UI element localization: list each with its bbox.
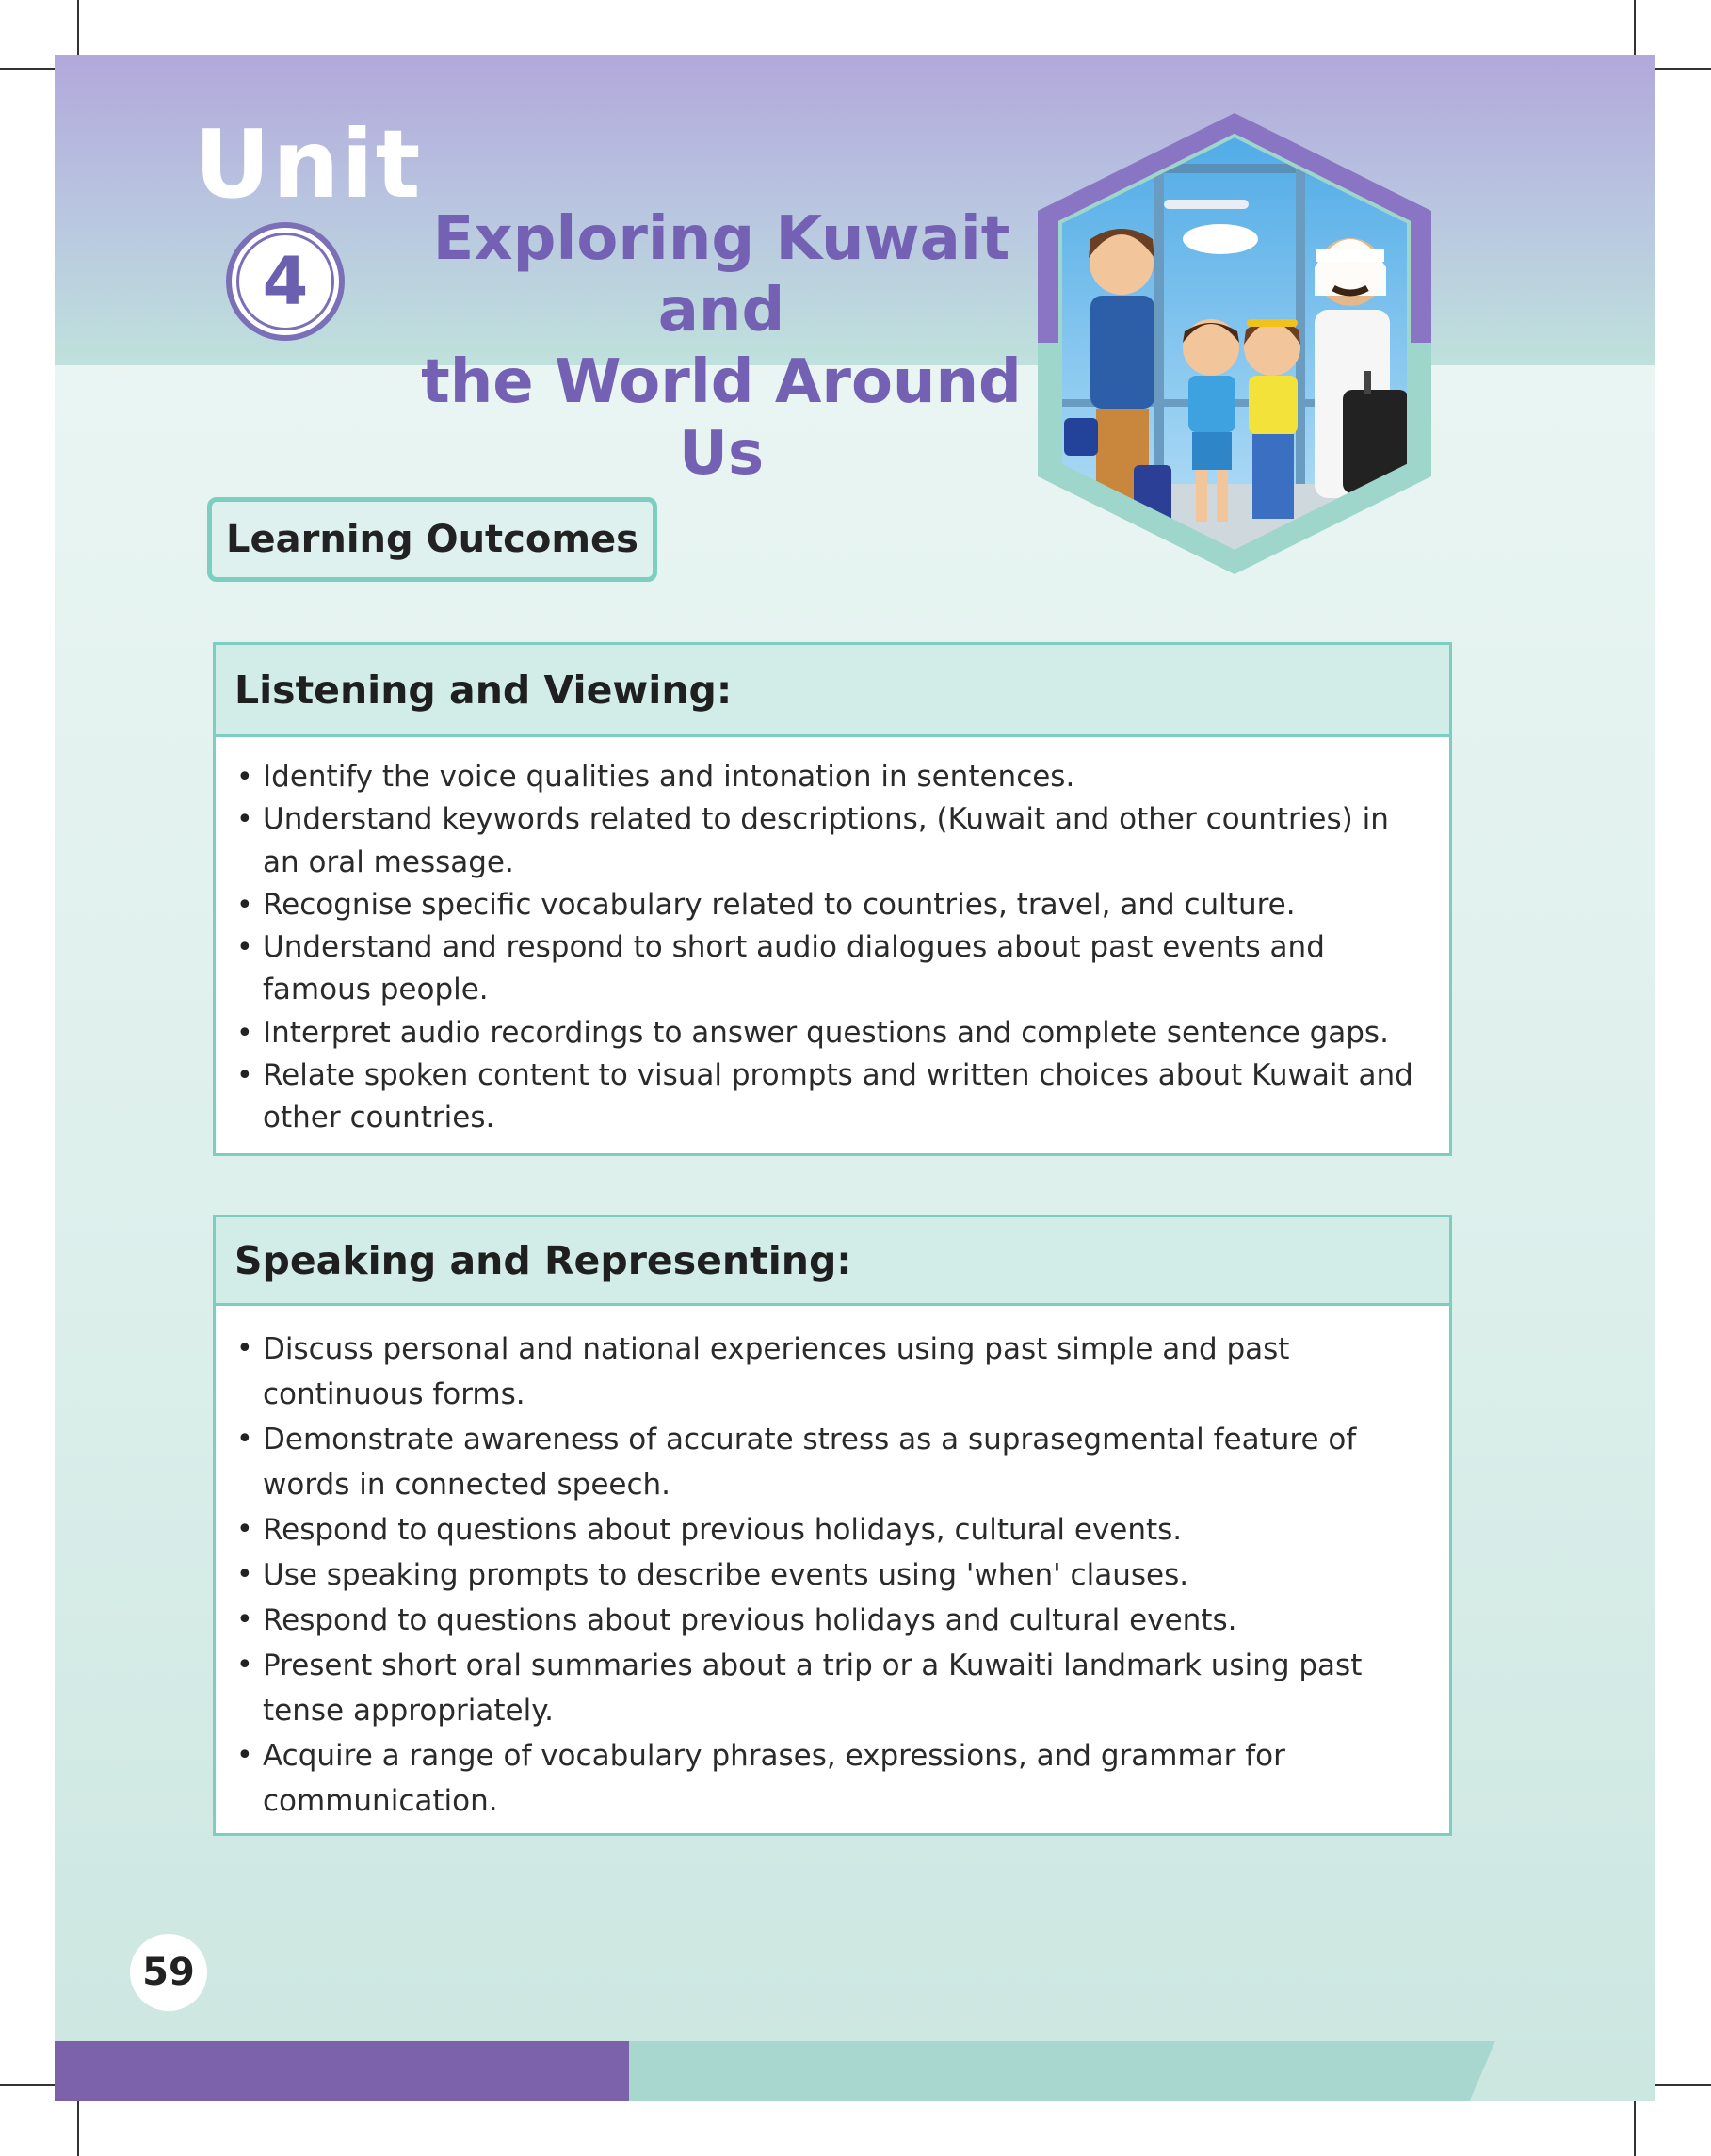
list-item: • Recognise specific vocabulary related to countries, travel, and culture. bbox=[234, 884, 1432, 926]
unit-label: Unit bbox=[194, 109, 423, 219]
list-item: • Acquire a range of vocabulary phrases, expressions, and grammar for communication. bbox=[234, 1733, 1432, 1824]
hexagon-illustration-svg bbox=[1023, 107, 1446, 580]
list-item: • Respond to questions about previous holidays and cultural events. bbox=[234, 1598, 1432, 1643]
textbook-page bbox=[55, 55, 1655, 2101]
unit-title bbox=[382, 203, 1060, 490]
crop-mark bbox=[1655, 2084, 1711, 2086]
crop-mark bbox=[1634, 0, 1636, 56]
unit-number: 4 bbox=[236, 233, 334, 330]
list-item: • Discuss personal and national experiences using past simple and past continuous forms. bbox=[234, 1327, 1432, 1417]
listening-viewing-box bbox=[213, 642, 1452, 1156]
crop-mark bbox=[1655, 68, 1711, 70]
learning-outcomes-label: Learning Outcomes bbox=[207, 497, 657, 582]
footer-bar-purple bbox=[55, 2041, 629, 2101]
unit-title-line-1: Exploring Kuwait and bbox=[432, 204, 1010, 346]
speaking-representing-heading: Speaking and Representing: bbox=[216, 1217, 1449, 1306]
crop-mark bbox=[0, 2084, 56, 2086]
footer-bar-teal bbox=[629, 2041, 1495, 2101]
speaking-representing-box bbox=[213, 1215, 1452, 1836]
unit-title-line-2: the World Around Us bbox=[421, 347, 1022, 489]
family-airport-illustration bbox=[1023, 107, 1446, 580]
speaking-representing-list bbox=[216, 1306, 1449, 1829]
list-item: • Demonstrate awareness of accurate stress as a suprasegmental feature of words in connected speech. bbox=[234, 1417, 1432, 1507]
crop-mark bbox=[77, 2101, 79, 2156]
list-item: • Understand keywords related to descriptions, (Kuwait and other countries) in an oral message. bbox=[234, 798, 1432, 884]
list-item: • Identify the voice qualities and intonation in sentences. bbox=[234, 756, 1432, 798]
list-item: • Relate spoken content to visual prompts and written choices about Kuwait and other countries. bbox=[234, 1054, 1432, 1140]
list-item: • Present short oral summaries about a trip or a Kuwaiti landmark using past tense appropriately. bbox=[234, 1643, 1432, 1733]
listening-viewing-heading: Listening and Viewing: bbox=[216, 645, 1449, 737]
list-item: • Interpret audio recordings to answer questions and complete sentence gaps. bbox=[234, 1012, 1432, 1054]
list-item: • Use speaking prompts to describe events using 'when' clauses. bbox=[234, 1553, 1432, 1598]
crop-mark bbox=[0, 68, 56, 70]
list-item: • Understand and respond to short audio dialogues about past events and famous people. bbox=[234, 926, 1432, 1012]
unit-number-badge bbox=[226, 222, 345, 341]
page-number: 59 bbox=[130, 1934, 207, 2011]
listening-viewing-list bbox=[216, 737, 1449, 1146]
list-item: • Respond to questions about previous holidays, cultural events. bbox=[234, 1507, 1432, 1553]
crop-mark bbox=[1634, 2101, 1636, 2156]
crop-mark bbox=[77, 0, 79, 56]
